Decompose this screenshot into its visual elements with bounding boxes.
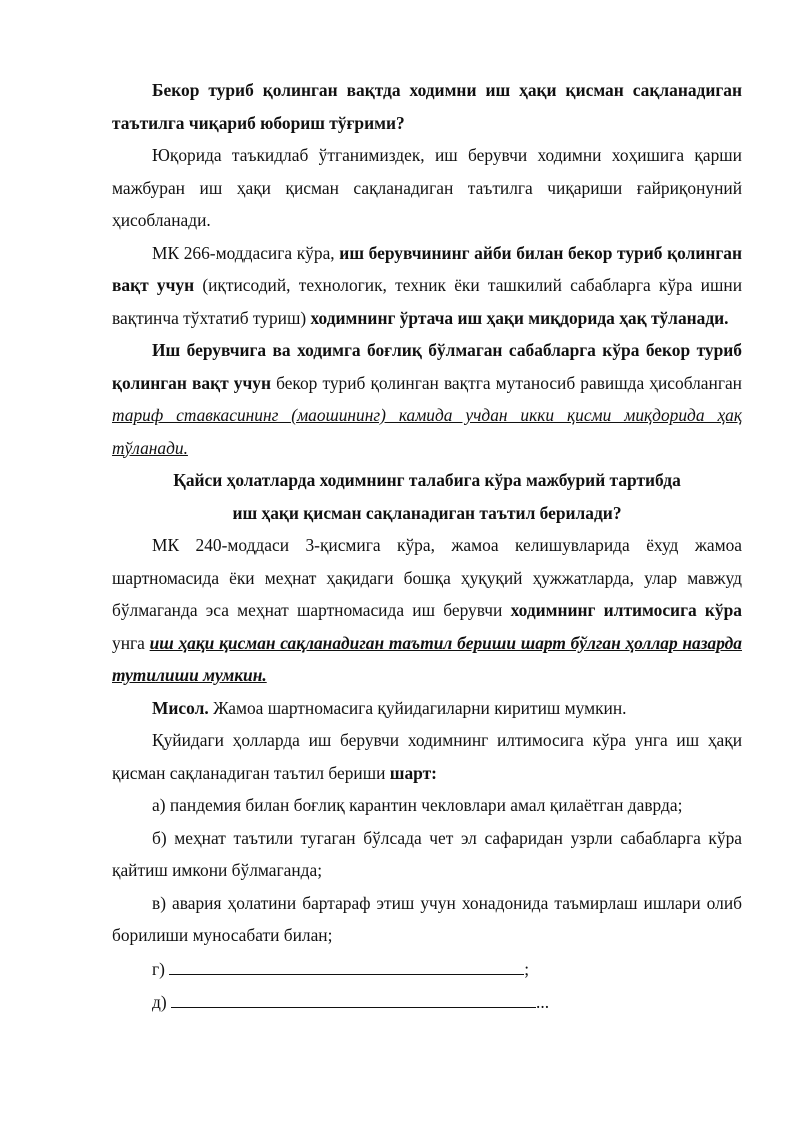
paragraph-3-emphasis: тариф ставкасининг (маошининг) камида учдан икки қисми миқдорида ҳақ тўланади.: [112, 405, 742, 458]
paragraph-2-intro: МК 266-моддасига кўра,: [152, 242, 340, 263]
section-heading-2-line-2: иш ҳақи қисман сақланадиган таътил берилади?: [232, 502, 622, 523]
paragraph-4-text: МК 240-моддаси 3-қисмига кўра, жамоа келишувларида ёхуд жамоа шартномасида ёки меҳнат ҳақидаги бошқа ҳуқуқий ҳужжатларда, улар мавжуд бўлмаганда эса меҳнат шартномасида иш берувчи: [112, 535, 742, 620]
paragraph-2-parenthetical: (иқтисодий, технологик, техник ёки ташкилий сабабларга кўра ишни вақтинча тўхтатиб туриш): [112, 275, 742, 328]
paragraph-4: [112, 529, 742, 692]
example-label: Мисол.: [152, 697, 209, 718]
paragraph-4-bold: ходимнинг илтимосига кўра: [510, 600, 742, 620]
list-item-d-suffix: ...: [536, 992, 550, 1012]
paragraph-6: [112, 724, 742, 789]
list-item-g-suffix: ;: [524, 958, 530, 979]
example-text: Жамоа шартномасига қуйидагиларни киритиш мумкин.: [208, 697, 627, 718]
list-item-blank-d: [112, 985, 742, 1019]
paragraph-2-bold-2: ходимнинг ўртача иш ҳақи миқдорида ҳақ тўланади.: [310, 307, 729, 328]
section-heading-1-text: Бекор туриб қолинган вақтда ходимни иш ҳақи қисман сақланадиган таътилга чиқариб юбориш тўғрими?: [112, 80, 742, 133]
section-heading-2-line-1: Қайси ҳолатларда ходимнинг талабига кўра мажбурий тартибда: [173, 470, 681, 490]
list-item-d-prefix: д): [152, 992, 171, 1012]
fill-in-blank-line: [171, 985, 536, 1008]
paragraph-3: [112, 334, 742, 464]
paragraph-6-text: Қуйидаги ҳолларда иш берувчи ходимнинг илтимосига кўра унга иш ҳақи қисман сақланадиган таътил бериши: [112, 730, 742, 783]
section-heading-2: [112, 464, 742, 529]
paragraph-6-bold: шарт:: [389, 762, 437, 783]
paragraph-3-bold: Иш берувчига ва ходимга боғлиқ бўлмаган сабабларга кўра бекор туриб қолинган вақт учун: [112, 340, 742, 393]
paragraph-1: Юқорида таъкидлаб ўтганимиздек, иш берувчи ходимни хоҳишига қарши мажбуран иш ҳақи қисман сақланадиган таътилга чиқариши ғайриқонуний ҳисобланади.: [112, 145, 742, 230]
paragraph-4-conj: унга: [112, 632, 150, 653]
section-heading-1: [112, 74, 742, 139]
paragraph-2: [112, 237, 742, 335]
list-item: а) пандемия билан боғлиқ карантин чекловлари амал қилаётган даврда;: [152, 795, 683, 815]
fill-in-blank-line: [169, 952, 524, 975]
paragraph-4-emphasis: иш ҳақи қисман сақланадиган таътил бериши шарт бўлган ҳоллар назарда тутилиши мумкин.: [112, 632, 743, 685]
list-item-g-prefix: г): [152, 958, 170, 979]
example-paragraph: [112, 692, 742, 725]
paragraph-3-text: бекор туриб қолинган вақтга мутаносиб равишда ҳисобланган: [270, 372, 742, 393]
list-item-blank-g: [112, 952, 742, 986]
paragraph-2-bold-1: иш берувчининг айби билан бекор туриб қолинган вақт учун: [112, 242, 742, 295]
list-item: б) меҳнат таътили тугаган бўлсада чет эл сафаридан узрли сабабларга кўра қайтиш имкони бўлмаганда;: [112, 827, 742, 880]
list-item: в) авария ҳолатини бартараф этиш учун хонадонида таъмирлаш ишлари олиб борилиши муносабати билан;: [112, 892, 742, 945]
